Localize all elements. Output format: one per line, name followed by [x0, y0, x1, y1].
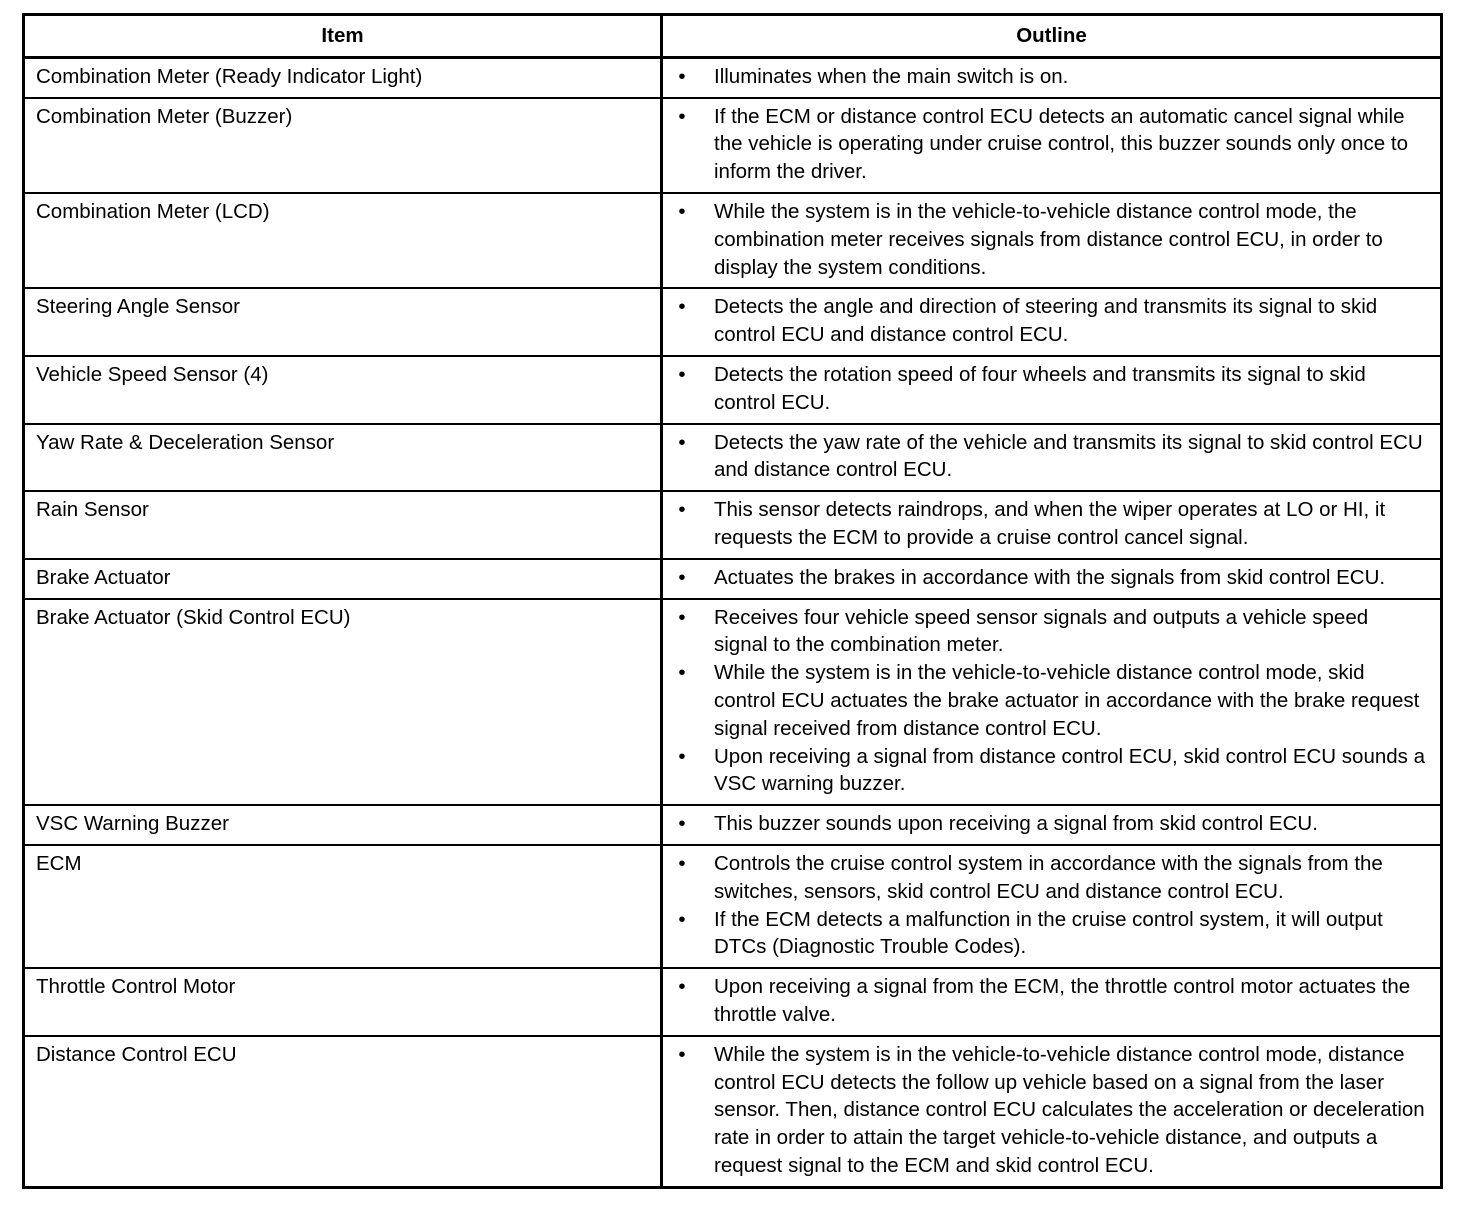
outline-list: [663, 1041, 1426, 1180]
outline-list: [663, 604, 1426, 799]
bullet-icon: •: [678, 1042, 686, 1066]
bullet-icon: •: [678, 498, 686, 522]
table-row: [24, 491, 1442, 559]
outline-bullet-item: [663, 973, 1426, 1029]
outline-text: While the system is in the vehicle-to-vehicle distance control mode, skid control ECU actuates the brake actuator in accordance with the brake request signal received from distance control ECU.: [714, 661, 1420, 740]
header-row: [24, 15, 1442, 58]
table-row: [24, 356, 1442, 424]
outline-text: While the system is in the vehicle-to-vehicle distance control mode, distance control ECU detects the follow up vehicle based on a signal from the laser sensor. Then, distance control ECU calculates the acceleration or deceleration rate in order to attain the target vehicle-to-vehicle distance, and outputs a request signal to the ECM and skid control ECU.: [714, 1042, 1425, 1177]
outline-cell: [662, 424, 1442, 492]
table-body: [24, 57, 1442, 1187]
outline-cell: [662, 1036, 1442, 1187]
outline-text: Detects the rotation speed of four wheels and transmits its signal to skid control ECU.: [714, 362, 1366, 414]
outline-bullet-item: [663, 429, 1426, 485]
outline-text: Detects the yaw rate of the vehicle and transmits its signal to skid control ECU and distance control ECU.: [714, 430, 1423, 482]
item-cell: Rain Sensor: [24, 491, 662, 559]
components-table: [22, 13, 1443, 1189]
outline-text: Upon receiving a signal from distance control ECU, skid control ECU sounds a VSC warning buzzer.: [714, 744, 1425, 796]
item-cell: Brake Actuator: [24, 559, 662, 599]
table-row: [24, 805, 1442, 845]
outline-bullet-item: [663, 1041, 1426, 1180]
outline-list: [663, 973, 1426, 1029]
outline-bullet-item: [663, 810, 1426, 838]
outline-text: If the ECM detects a malfunction in the cruise control system, it will output DTCs (Diagnostic Trouble Codes).: [714, 907, 1383, 959]
item-cell: Distance Control ECU: [24, 1036, 662, 1187]
bullet-icon: •: [678, 199, 686, 223]
outline-list: [663, 810, 1426, 838]
outline-list: [663, 496, 1426, 552]
bullet-icon: •: [678, 907, 686, 931]
outline-text: If the ECM or distance control ECU detects an automatic cancel signal while the vehicle is operating under cruise control, this buzzer sounds only once to inform the driver.: [714, 104, 1408, 184]
outline-bullet-item: [663, 564, 1426, 592]
item-cell: Combination Meter (Buzzer): [24, 98, 662, 193]
outline-list: [663, 198, 1426, 281]
bullet-icon: •: [678, 744, 686, 768]
outline-cell: [662, 491, 1442, 559]
outline-text: Upon receiving a signal from the ECM, the throttle control motor actuates the throttle valve.: [714, 975, 1411, 1026]
table-row: [24, 424, 1442, 492]
table-row: [24, 559, 1442, 599]
table-row: [24, 599, 1442, 806]
outline-text: Actuates the brakes in accordance with the signals from skid control ECU.: [714, 565, 1386, 589]
table-row: [24, 98, 1442, 193]
table-row: [24, 57, 1442, 97]
outline-bullet-item: [663, 198, 1426, 281]
table-row: [24, 845, 1442, 968]
item-cell: Steering Angle Sensor: [24, 288, 662, 356]
bullet-icon: •: [678, 104, 686, 128]
outline-text: While the system is in the vehicle-to-vehicle distance control mode, the combination meter receives signals from distance control ECU, in order to display the system conditions.: [714, 199, 1383, 279]
outline-list: [663, 361, 1426, 417]
bullet-icon: •: [678, 362, 686, 386]
item-cell: Combination Meter (Ready Indicator Light): [24, 57, 662, 97]
outline-text: Receives four vehicle speed sensor signals and outputs a vehicle speed signal to the combination meter.: [714, 605, 1369, 657]
outline-bullet-item: [663, 743, 1426, 799]
outline-list: [663, 564, 1426, 592]
outline-cell: [662, 559, 1442, 599]
outline-cell: [662, 288, 1442, 356]
item-cell: Brake Actuator (Skid Control ECU): [24, 599, 662, 806]
item-cell: Combination Meter (LCD): [24, 193, 662, 288]
outline-bullet-item: [663, 361, 1426, 417]
outline-cell: [662, 98, 1442, 193]
outline-bullet-item: [663, 906, 1426, 962]
bullet-icon: •: [678, 605, 686, 629]
outline-text: This sensor detects raindrops, and when the wiper operates at LO or HI, it requests the ECM to provide a cruise control cancel signal.: [714, 498, 1386, 549]
bullet-icon: •: [678, 565, 686, 589]
bullet-icon: •: [678, 975, 686, 999]
outline-list: [663, 850, 1426, 961]
outline-list: [663, 429, 1426, 485]
bullet-icon: •: [678, 64, 686, 88]
outline-text: Illuminates when the main switch is on.: [714, 64, 1069, 88]
outline-bullet-item: [663, 659, 1426, 742]
table-row: [24, 1036, 1442, 1187]
table-row: [24, 968, 1442, 1036]
outline-list: [663, 63, 1426, 91]
table-row: [24, 288, 1442, 356]
bullet-icon: •: [678, 295, 686, 319]
outline-cell: [662, 805, 1442, 845]
bullet-icon: •: [678, 812, 686, 836]
item-cell: VSC Warning Buzzer: [24, 805, 662, 845]
outline-cell: [662, 599, 1442, 806]
outline-bullet-item: [663, 103, 1426, 186]
outline-cell: [662, 57, 1442, 97]
bullet-icon: •: [678, 661, 686, 685]
outline-text: Detects the angle and direction of steering and transmits its signal to skid control ECU and distance control ECU.: [714, 295, 1378, 347]
item-cell: Throttle Control Motor: [24, 968, 662, 1036]
outline-bullet-item: [663, 293, 1426, 349]
outline-bullet-item: [663, 604, 1426, 660]
bullet-icon: •: [678, 851, 686, 875]
bullet-icon: •: [678, 430, 686, 454]
outline-cell: [662, 193, 1442, 288]
outline-bullet-item: [663, 496, 1426, 552]
item-cell: Yaw Rate & Deceleration Sensor: [24, 424, 662, 492]
table-row: [24, 193, 1442, 288]
outline-cell: [662, 356, 1442, 424]
outline-list: [663, 103, 1426, 186]
header-outline: Outline: [662, 15, 1442, 58]
outline-cell: [662, 968, 1442, 1036]
item-cell: ECM: [24, 845, 662, 968]
outline-text: Controls the cruise control system in accordance with the signals from the switches, sensors, skid control ECU and distance control ECU.: [714, 851, 1383, 903]
outline-bullet-item: [663, 63, 1426, 91]
outline-cell: [662, 845, 1442, 968]
header-item: Item: [24, 15, 662, 58]
outline-list: [663, 293, 1426, 349]
outline-text: This buzzer sounds upon receiving a signal from skid control ECU.: [714, 812, 1318, 836]
outline-bullet-item: [663, 850, 1426, 906]
item-cell: Vehicle Speed Sensor (4): [24, 356, 662, 424]
